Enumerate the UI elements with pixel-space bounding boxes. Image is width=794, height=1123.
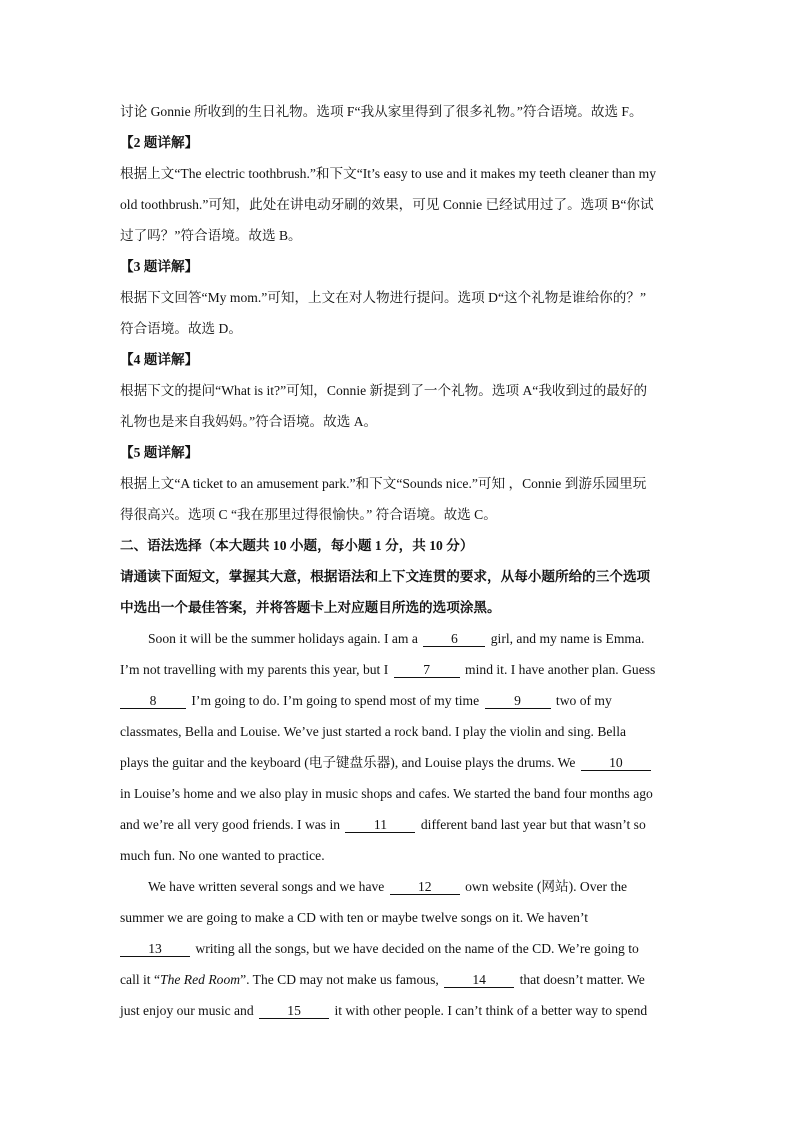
text-line: 符合语境。故选 D。 bbox=[120, 321, 242, 336]
text-line: 礼物也是来自我妈妈。”符合语境。故选 A。 bbox=[120, 414, 378, 429]
blank-11: 11 bbox=[345, 818, 415, 833]
passage-line bbox=[120, 809, 676, 840]
passage-text: and we’re all very good friends. I was in bbox=[120, 817, 344, 832]
passage-text: just enjoy our music and bbox=[120, 1003, 258, 1018]
blank-14: 14 bbox=[444, 973, 514, 988]
text-line: 讨论 Gonnie 所收到的生日礼物。选项 F“我从家里得到了很多礼物。”符合语境。故选 F。 bbox=[120, 104, 643, 119]
passage-line: in Louise’s home and we also play in music shops and cafes. We started the band four months ago bbox=[120, 786, 653, 801]
text-line: 得很高兴。选项 C “我在那里过得很愉快。” 符合语境。故选 C。 bbox=[120, 507, 497, 522]
blank-9: 9 bbox=[485, 694, 551, 709]
text-line: 根据上文“The electric toothbrush.”和下文“It’s easy to use and it makes my teeth cleaner than my bbox=[120, 166, 657, 181]
passage-text: ”. The CD may not make us famous, bbox=[240, 972, 443, 987]
blank-10: 10 bbox=[581, 756, 651, 771]
blank-13: 13 bbox=[120, 942, 190, 957]
passage-line bbox=[120, 871, 676, 902]
blank-6: 6 bbox=[423, 632, 485, 647]
text-line: old toothbrush.”可知，此处在讲电动牙刷的效果，可见 Connie 已经试用过了。选项 B“你试 bbox=[120, 197, 654, 212]
question-heading: 【4 题详解】 bbox=[120, 352, 199, 367]
passage-line bbox=[120, 933, 676, 964]
blank-7: 7 bbox=[394, 663, 460, 678]
blank-15: 15 bbox=[259, 1004, 329, 1019]
passage-line bbox=[120, 995, 676, 1026]
blank-12: 12 bbox=[390, 880, 460, 895]
text-line: 根据上文“A ticket to an amusement park.”和下文“Sounds nice.”可知 ，Connie 到游乐园里玩 bbox=[120, 476, 647, 491]
instruction-line: 中选出一个最佳答案，并将答题卡上对应题目所选的选项涂黑。 bbox=[120, 600, 501, 615]
passage-text: two of my bbox=[552, 693, 612, 708]
passage-line: classmates, Bella and Louise. We’ve just started a rock band. I play the violin and sing. Bella bbox=[120, 724, 627, 739]
passage-text: different band last year but that wasn’t so bbox=[417, 817, 646, 832]
passage-text: call it “ bbox=[120, 972, 161, 987]
cd-title: The Red Room bbox=[160, 972, 241, 987]
document-body bbox=[120, 96, 676, 1026]
passage-text: plays the guitar and the keyboard (电子键盘乐器), and Louise plays the drums. We bbox=[120, 755, 579, 770]
section-title: 二、语法选择（本大题共 10 小题，每小题 1 分，共 10 分） bbox=[120, 538, 474, 553]
passage-line bbox=[120, 623, 676, 654]
passage-text: that doesn’t matter. We bbox=[516, 972, 645, 987]
passage-line: summer we are going to make a CD with ten or maybe twelve songs on it. We haven’t bbox=[120, 910, 589, 925]
passage-line: much fun. No one wanted to practice. bbox=[120, 848, 325, 863]
passage-text: We have written several songs and we have bbox=[148, 879, 388, 894]
passage-text: girl, and my name is Emma. bbox=[487, 631, 645, 646]
question-heading: 【2 题详解】 bbox=[120, 135, 199, 150]
blank-8: 8 bbox=[120, 694, 186, 709]
question-heading: 【5 题详解】 bbox=[120, 445, 199, 460]
passage-text: mind it. I have another plan. Guess bbox=[461, 662, 656, 677]
passage-text: own website (网站). Over the bbox=[461, 879, 628, 894]
text-line: 根据下文的提问“What is it?”可知，Connie 新提到了一个礼物。选项 A“我收到过的最好的 bbox=[120, 383, 648, 398]
passage-line bbox=[120, 964, 676, 995]
text-line: 过了吗？”符合语境。故选 B。 bbox=[120, 228, 302, 243]
question-heading: 【3 题详解】 bbox=[120, 259, 199, 274]
passage-text: it with other people. I can’t think of a better way to spend bbox=[331, 1003, 648, 1018]
text-line: 根据下文回答“My mom.”可知，上文在对人物进行提问。选项 D“这个礼物是谁给你的？” bbox=[120, 290, 646, 305]
passage-text: Soon it will be the summer holidays again. I am a bbox=[148, 631, 422, 646]
passage-line bbox=[120, 654, 676, 685]
passage-line bbox=[120, 685, 676, 716]
instruction-line: 请通读下面短文，掌握其大意，根据语法和上下文连贯的要求，从每小题所给的三个选项 bbox=[120, 569, 651, 584]
passage-text: I’m going to do. I’m going to spend most of my time bbox=[188, 693, 483, 708]
passage-text: writing all the songs, but we have decided on the name of the CD. We’re going to bbox=[192, 941, 639, 956]
passage-line bbox=[120, 747, 676, 778]
passage-text: I’m not travelling with my parents this year, but I bbox=[120, 662, 392, 677]
